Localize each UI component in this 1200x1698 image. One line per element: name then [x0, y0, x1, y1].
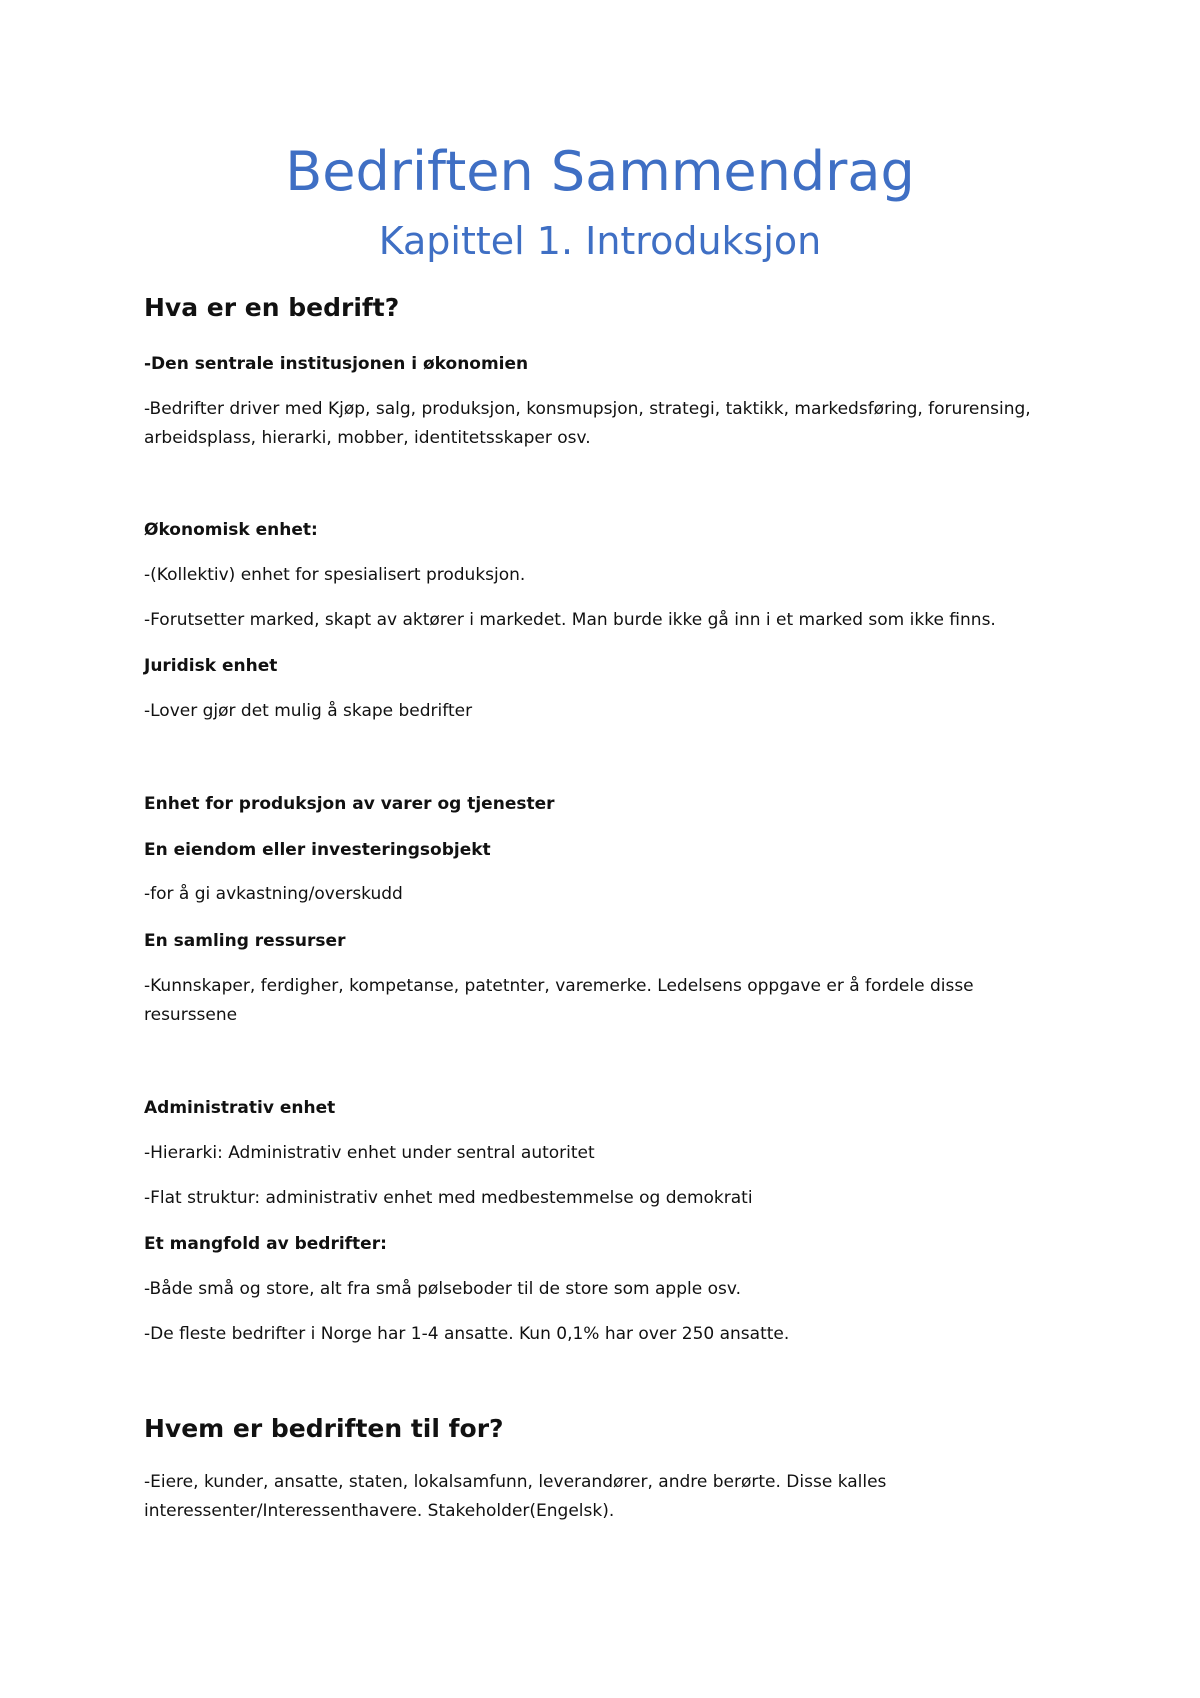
paragraph-eiere-kunder: -Eiere, kunder, ansatte, staten, lokalsamfunn, leverandører, andre berørte. Disse kalles interessenter/Interessenthavere. Stakeholder(Engelsk).: [144, 1472, 887, 1521]
paragraph-kunnskaper: -Kunnskaper, ferdigher, kompetanse, patetnter, varemerke. Ledelsens oppgave er å fordele disse resurssene: [144, 976, 974, 1025]
subheading-samling-ressurser: En samling ressurser: [144, 931, 346, 951]
paragraph-flat-struktur: -Flat struktur: administrativ enhet med medbestemmelse og demokrati: [144, 1188, 753, 1208]
paragraph-bedrifter-driver: -Bedrifter driver med Kjøp, salg, produksjon, konsmupsjon, strategi, taktikk, markedsføring, forurensing, arbeidsplass, hierarki, mobber, identitetsskaper osv.: [144, 399, 1031, 448]
paragraph-hierarki: -Hierarki: Administrativ enhet under sentral autoritet: [144, 1143, 595, 1163]
paragraph-forutsetter-marked: -Forutsetter marked, skapt av aktører i markedet. Man burde ikke gå inn i et marked som ikke finns.: [144, 610, 996, 630]
document-subtitle: Kapittel 1. Introduksjon: [378, 219, 822, 263]
subheading-juridisk-enhet: Juridisk enhet: [144, 656, 278, 676]
bold-line-sentrale-institusjonen: -Den sentrale institusjonen i økonomien: [144, 354, 529, 374]
subheading-administrativ-enhet: Administrativ enhet: [144, 1098, 336, 1118]
paragraph-smaa-og-store: -Både små og store, alt fra små pølseboder til de store som apple osv.: [144, 1279, 741, 1299]
subheading-okonomisk-enhet: Økonomisk enhet:: [144, 520, 318, 540]
subheading-mangfold-av-bedrifter: Et mangfold av bedrifter:: [144, 1234, 387, 1254]
section-heading-hvem-er-bedriften-til-for: Hvem er bedriften til for?: [144, 1414, 504, 1443]
subheading-eiendom-investeringsobjekt: En eiendom eller investeringsobjekt: [144, 840, 491, 860]
paragraph-avkastning: -for å gi avkastning/overskudd: [144, 884, 403, 904]
paragraph-kollektiv-enhet: -(Kollektiv) enhet for spesialisert produksjon.: [144, 565, 526, 585]
paragraph-lover: -Lover gjør det mulig å skape bedrifter: [144, 701, 473, 721]
document-title: Bedriften Sammendrag: [285, 140, 915, 203]
section-heading-hva-er-en-bedrift: Hva er en bedrift?: [144, 293, 400, 322]
paragraph-de-fleste-bedrifter: -De fleste bedrifter i Norge har 1-4 ansatte. Kun 0,1% har over 250 ansatte.: [144, 1324, 790, 1344]
subheading-enhet-for-produksjon: Enhet for produksjon av varer og tjenester: [144, 794, 555, 814]
